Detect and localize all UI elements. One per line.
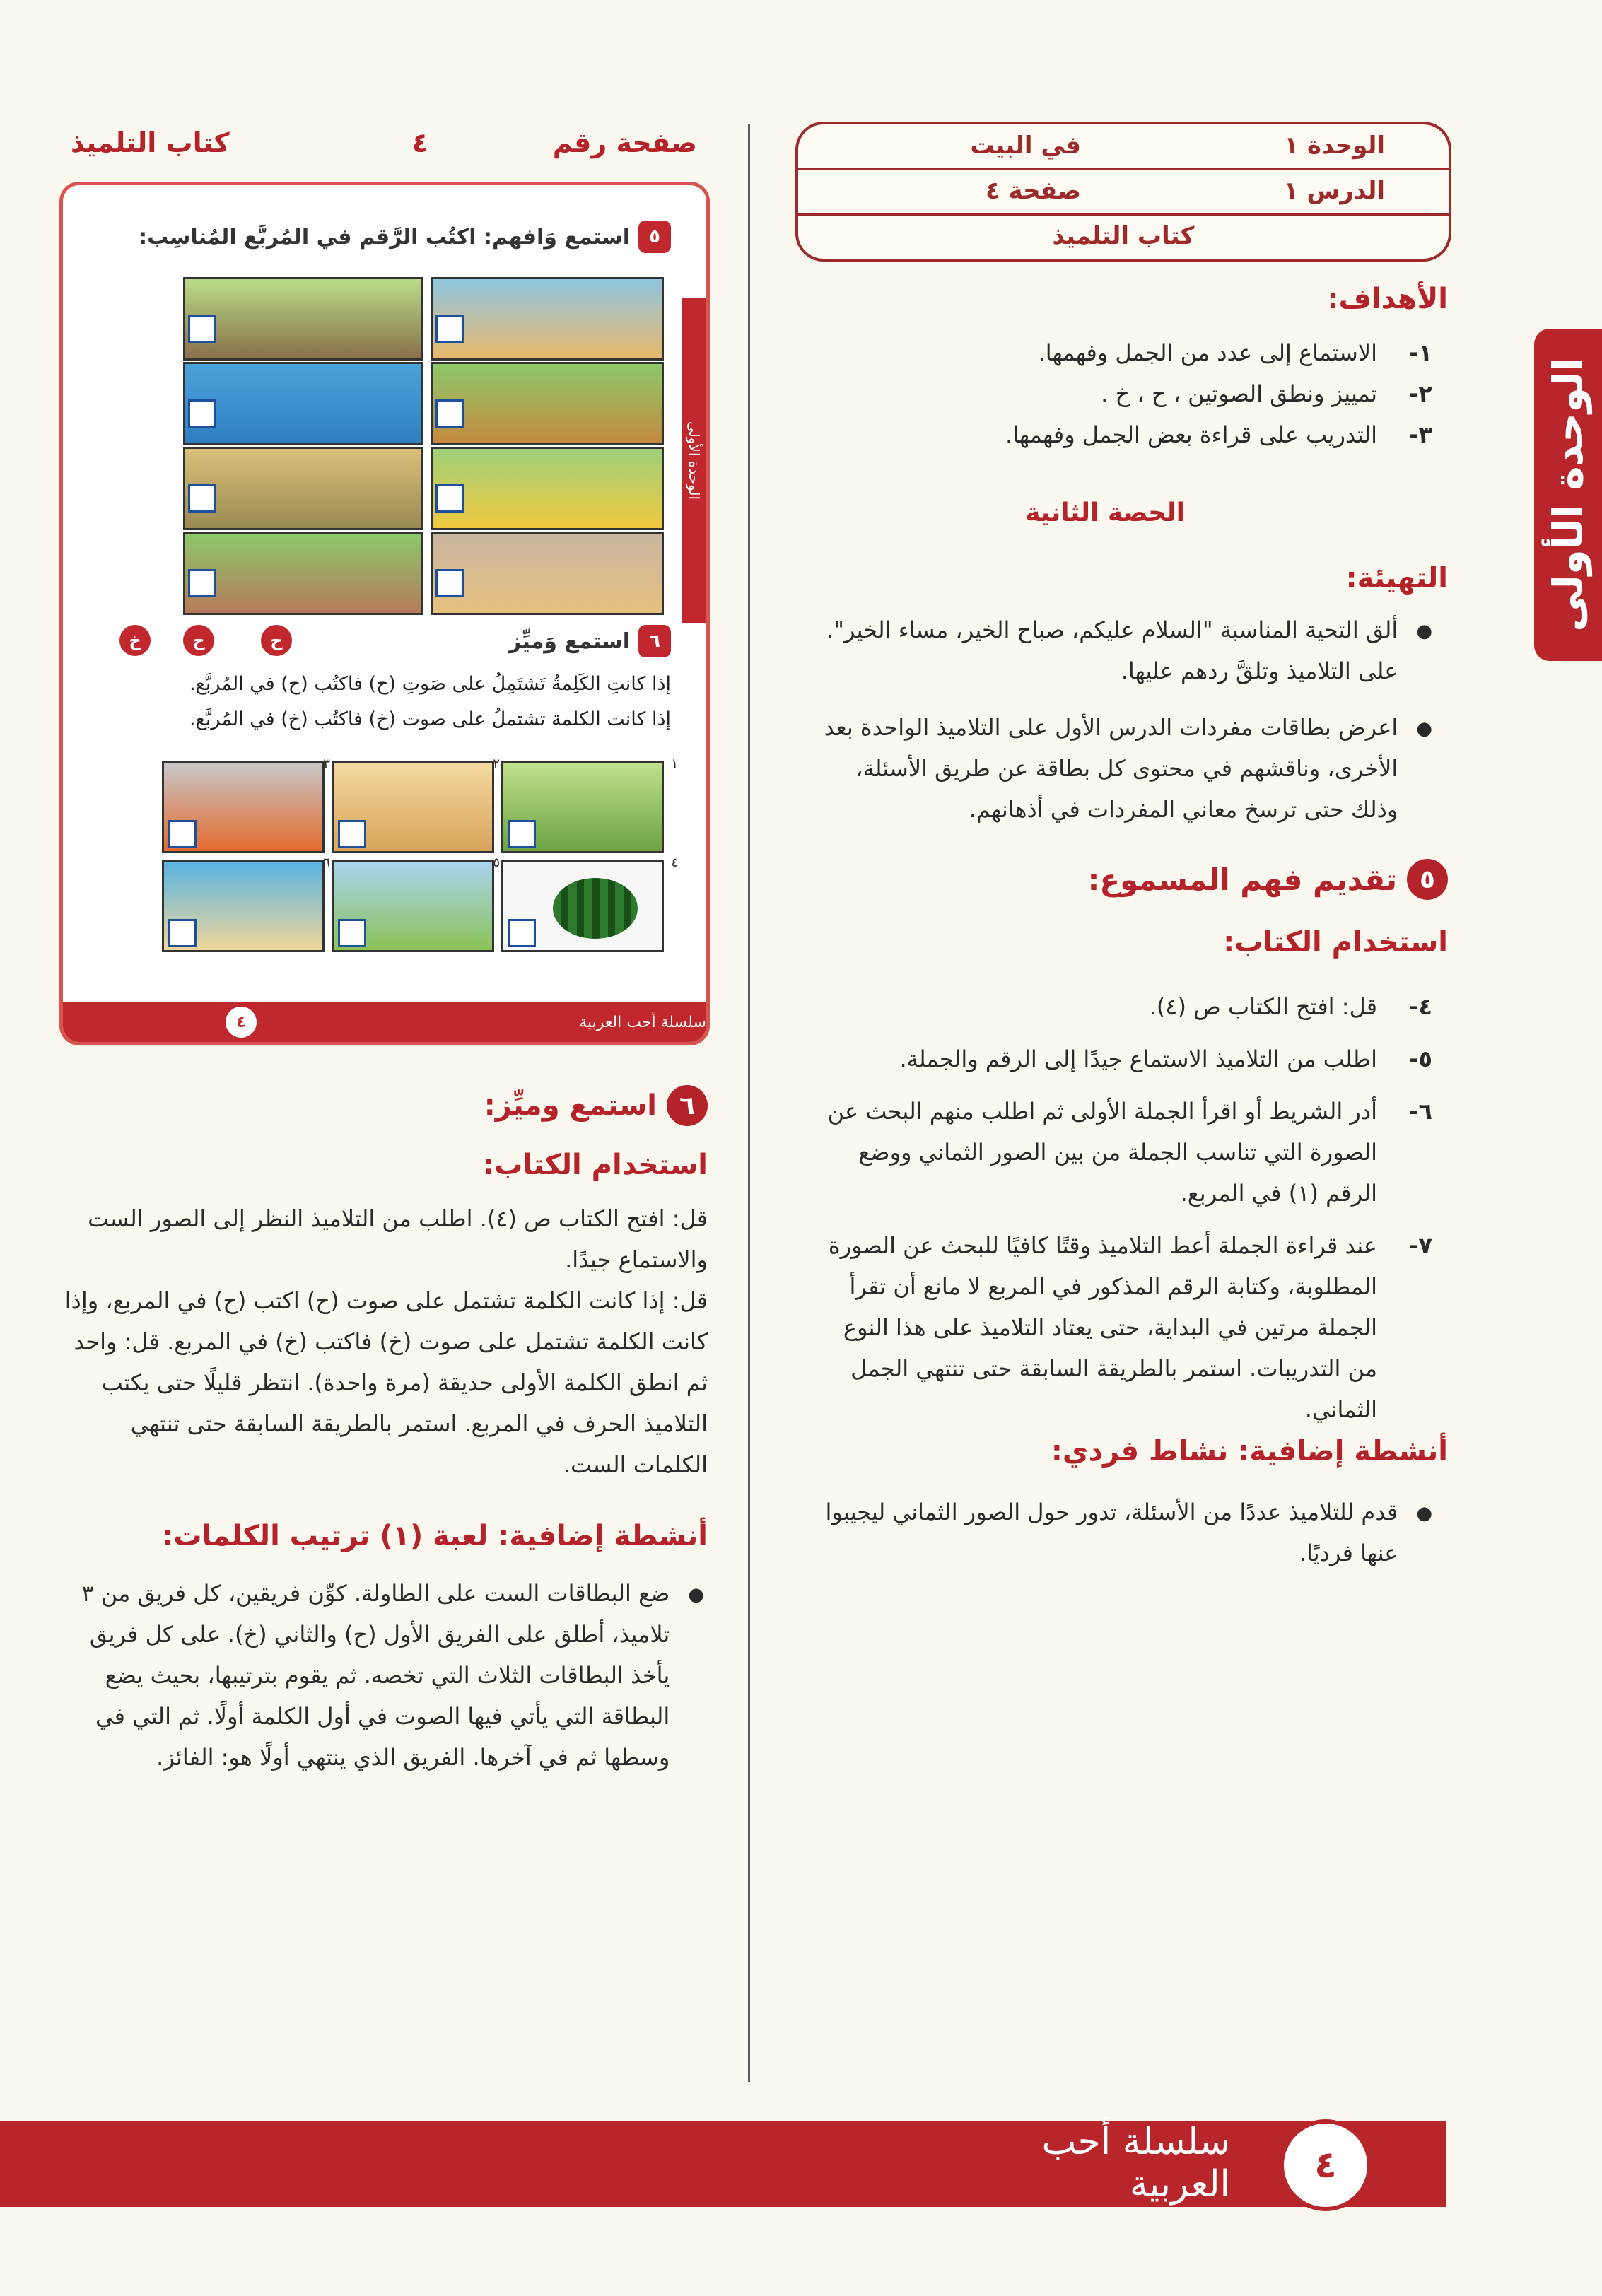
answer-box[interactable] bbox=[435, 569, 464, 597]
book-footer-title: سلسلة أحب العربية bbox=[579, 1013, 706, 1031]
book-label: كتاب التلميذ bbox=[1052, 222, 1195, 250]
footer-series-title: سلسلة أحب العربية bbox=[1041, 2121, 1230, 2206]
left-student-book: كتاب التلميذ bbox=[71, 127, 230, 158]
picture-girl-slide bbox=[431, 362, 664, 445]
pic-number: ٥ bbox=[493, 855, 500, 870]
picture-girl-room bbox=[183, 277, 423, 361]
section6-use-book: استخدام الكتاب: bbox=[483, 1149, 708, 1181]
section6-extra-heading: أنشطة إضافية: لعبة (١) ترتيب الكلمات: bbox=[162, 1520, 708, 1552]
warmup-item: ● ألق التحية المناسبة "السلام عليكم، صباح الخير، مساء الخير". على التلاميذ وتلقَّ ردهم عليها. bbox=[826, 616, 1432, 684]
pic-number: ١ bbox=[671, 756, 678, 771]
student-book-preview bbox=[59, 182, 710, 1046]
page-label: صفحة ٤ bbox=[985, 177, 1081, 205]
exercise6-heading: ٦ استمع وَميِّز bbox=[509, 625, 671, 657]
left-page-label: صفحة رقم bbox=[552, 127, 697, 158]
section5-title: تقديم فهم المسموع: bbox=[1087, 862, 1397, 897]
answer-box[interactable] bbox=[188, 484, 216, 512]
picture-boy-window bbox=[431, 277, 664, 361]
section5-steps bbox=[810, 986, 1432, 1430]
answer-box[interactable] bbox=[435, 484, 464, 512]
answer-box[interactable] bbox=[338, 919, 366, 947]
section5-extra-heading: أنشطة إضافية: نشاط فردي: bbox=[1051, 1435, 1448, 1468]
book-footer bbox=[63, 1002, 706, 1042]
info-divider bbox=[798, 168, 1449, 170]
picture-grandmother bbox=[183, 532, 423, 615]
answer-box[interactable] bbox=[168, 919, 197, 947]
lesson-info-box bbox=[795, 122, 1451, 262]
pic-number: ٣ bbox=[323, 756, 330, 771]
picture-kitchen bbox=[162, 761, 325, 853]
left-page-number: ٤ bbox=[411, 127, 428, 158]
picture-boy-kitchen bbox=[431, 532, 664, 615]
section5-use-book: استخدام الكتاب: bbox=[1223, 926, 1448, 959]
picture-seesaw bbox=[332, 860, 494, 952]
section5-extra bbox=[810, 1492, 1432, 1574]
answer-box[interactable] bbox=[188, 569, 216, 597]
session-title: الحصة الثانية bbox=[1025, 498, 1185, 527]
warmup-heading: التهيئة: bbox=[1345, 562, 1448, 594]
info-divider bbox=[798, 213, 1449, 216]
answer-box[interactable] bbox=[188, 315, 216, 343]
unit-label: الوحدة ١ bbox=[1284, 131, 1385, 160]
exercise5-heading: ٥ استمع وَافهم: اكتُب الرَّقم في المُربَّع المُناسِب: bbox=[139, 221, 671, 253]
objectives-list bbox=[881, 332, 1432, 455]
pic-number: ٦ bbox=[323, 855, 330, 870]
unit-side-tab bbox=[1534, 329, 1602, 661]
unit-side-tab-label: الوحدة الأولى bbox=[1544, 358, 1592, 632]
section6-paragraph: قل: إذا كانت الكلمة تشتمل على صوت (ح) اكتب (ح) في المربع، وإذا كانت الكلمة تشتمل على صوت (خ) فاكتب (خ) في المربع. قل: واحد ثم انطق الكلمة الأولى حديقة (مرة واحدة). انتظر قليلًا حتى يكتب التلاميذ الحرف في المربع. استمر بالطريقة السابقة حتى تنتهي الكلمات الست. bbox=[64, 1287, 708, 1478]
extra-item: ● قدم للتلاميذ عددًا من الأسئلة، تدور حول الصور الثماني ليجيبوا عنها فرديًا. bbox=[825, 1499, 1432, 1566]
watermelon-shape bbox=[553, 878, 638, 939]
section6-extra bbox=[54, 1573, 704, 1778]
picture-school bbox=[183, 447, 423, 530]
picture-swimmer bbox=[183, 362, 423, 445]
book-unit-strip: الوحدة الأولى bbox=[682, 298, 706, 623]
picture-tent bbox=[332, 761, 494, 853]
step-item: ٧- عند قراءة الجملة أعط التلاميذ وقتًا كافيًا للبحث عن الصورة المطلوبة، وكتابة الرقم المذكور في المربع لا مانع أن تقرأ الجملة مرتين في البداية، حتى يعتاد التلاميذ على هذا النوع من التدريبات. استمر بالطريقة السابقة حتى تنتهي الجمل الثماني. bbox=[828, 1232, 1432, 1423]
answer-box[interactable] bbox=[508, 820, 536, 848]
letter-badge: ح bbox=[261, 625, 292, 656]
section6-number: ٦ bbox=[667, 1085, 708, 1126]
warmup-item: ● اعرض بطاقات مفردات الدرس الأول على التلاميذ الواحدة بعد الأخرى، وناقشهم في محتوى كل بطاقة عن طريق الأسئلة، وذلك حتى ترسخ معاني المفردات في أذهانهم. bbox=[824, 714, 1432, 823]
picture-garden bbox=[501, 761, 664, 853]
picture-watermelon bbox=[501, 860, 664, 952]
step-item: ٦- أدر الشريط أو اقرأ الجملة الأولى ثم اطلب منهم البحث عن الصورة التي تناسب الجملة من بين الصور الثماني ووضع الرقم (١) في المربع. bbox=[827, 1098, 1432, 1207]
section5-heading bbox=[1088, 859, 1448, 900]
pic-number: ٤ bbox=[671, 855, 678, 870]
answer-box[interactable] bbox=[188, 399, 216, 428]
step-item: ٤- قل: افتح الكتاب ص (٤). bbox=[1149, 993, 1432, 1020]
warmup-list bbox=[810, 609, 1432, 830]
section6-body bbox=[57, 1198, 708, 1485]
answer-box[interactable] bbox=[435, 315, 464, 343]
letter-badge: خ bbox=[119, 625, 151, 656]
unit-title: في البيت bbox=[970, 131, 1081, 160]
letter-badge: ح bbox=[183, 625, 214, 656]
answer-box[interactable] bbox=[508, 919, 536, 947]
lesson-label: الدرس ١ bbox=[1283, 177, 1385, 205]
section6-paragraph: قل: افتح الكتاب ص (٤). اطلب من التلاميذ النظر إلى الصور الست والاستماع جيدًا. bbox=[88, 1205, 708, 1273]
objective-item: ١- الاستماع إلى عدد من الجمل وفهمها. bbox=[1038, 339, 1432, 366]
column-divider bbox=[748, 124, 750, 2082]
section6-title: استمع وميِّز: bbox=[484, 1089, 657, 1122]
objectives-heading: الأهداف: bbox=[1327, 283, 1448, 315]
exercise6-rule-1: إذا كانتِ الكَلِمةُ تَشتَمِلُ على صَوتِ (ح) فاكتُب (ح) في المُربَّع. bbox=[189, 673, 671, 695]
picture-pool bbox=[162, 860, 325, 952]
objective-item: ٣- التدريب على قراءة بعض الجمل وفهمها. bbox=[1005, 421, 1432, 448]
footer-page-number: ٤ bbox=[1280, 2119, 1372, 2211]
objective-item: ٢- تمييز ونطق الصوتين ، ح ، خ . bbox=[1101, 380, 1432, 407]
picture-house bbox=[431, 447, 664, 530]
exercise6-rule-2: إذا كانت الكلمة تشتملُ على صوت (خ) فاكتُب (خ) في المُربَّع. bbox=[189, 708, 671, 730]
section5-number: ٥ bbox=[1407, 859, 1448, 900]
extra-item: ● ضع البطاقات الست على الطاولة. كوِّن فريقين، كل فريق من ٣ تلاميذ، أطلق على الفريق الأول (ح) والثاني (خ). على كل فريق يأخذ البطاقات الثلاث التي تخصه. ثم يقوم بترتيبها، بحيث يضع البطاقة التي يأتي فيها الصوت في أول الكلمة أولًا. ثم التي في وسطها ثم في آخرها. الفريق الذي ينتهي أولًا هو: الفائز. bbox=[81, 1580, 704, 1771]
book-footer-page: ٤ bbox=[226, 1007, 257, 1038]
section6-heading bbox=[484, 1085, 708, 1126]
answer-box[interactable] bbox=[168, 820, 197, 848]
pic-number: ٢ bbox=[493, 756, 500, 771]
step-item: ٥- اطلب من التلاميذ الاستماع جيدًا إلى الرقم والجملة. bbox=[899, 1046, 1432, 1072]
answer-box[interactable] bbox=[435, 399, 464, 428]
answer-box[interactable] bbox=[338, 820, 366, 848]
